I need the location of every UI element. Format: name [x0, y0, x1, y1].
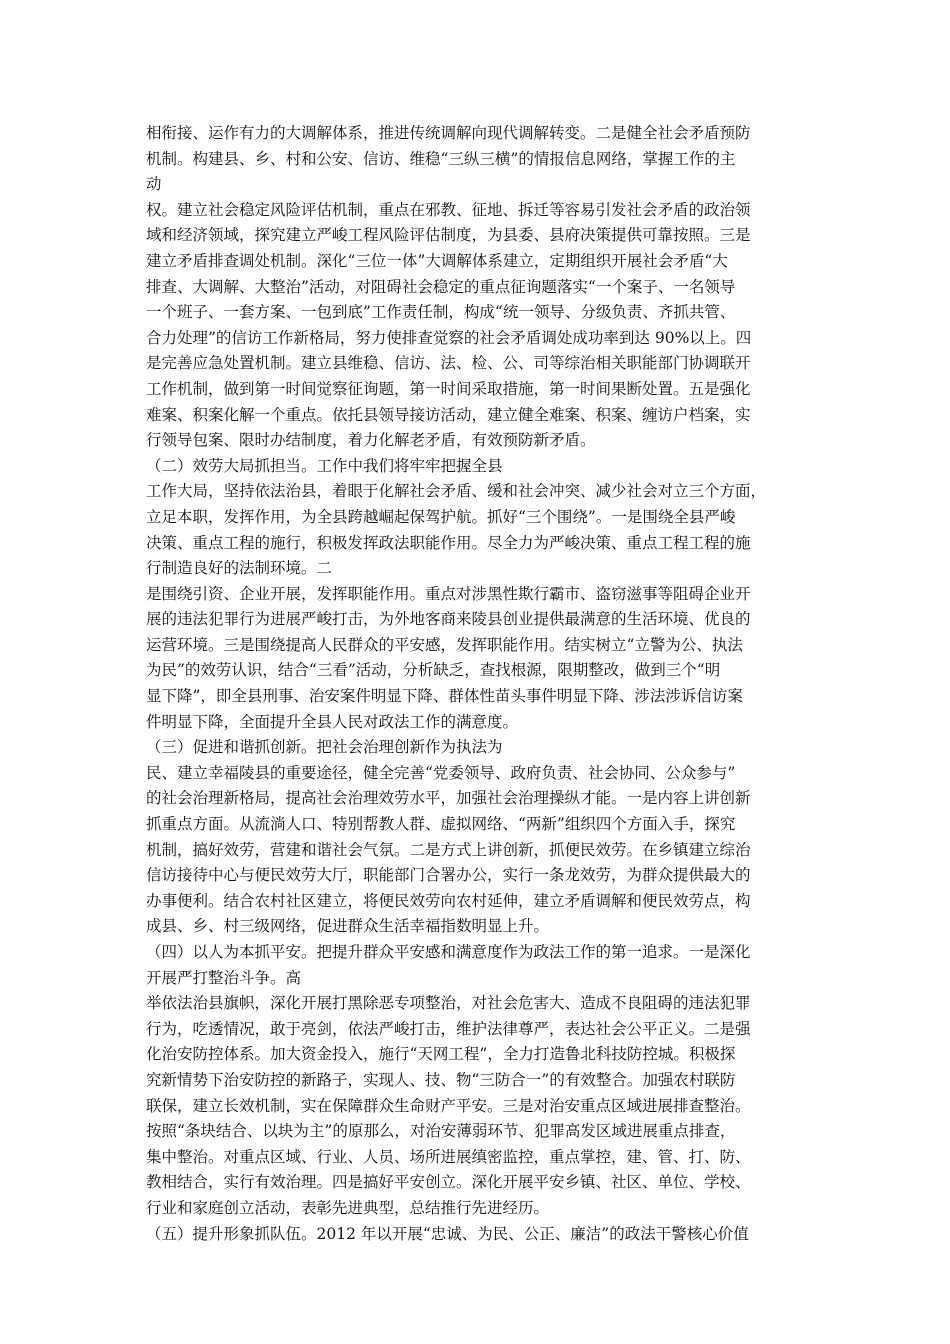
text-line: 行业和家庭创立活动，表彰先进典型，总结推行先进经历。	[146, 1198, 550, 1217]
text-line: 化治安防控体系。加大资金投入，施行“天网工程”，全力打造鲁北科技防控城。积极探	[146, 1045, 736, 1064]
text-line: 究新情势下治安防控的新路子，实现人、技、物“三防合一”的有效整合。加强农村联防	[146, 1070, 736, 1089]
text-line: 信访接待中心与便民效劳大厅，职能部门合署办公，实行一条龙效劳，为群众提供最大的	[146, 866, 751, 885]
text-line: 的社会治理新格局，提高社会治理效劳水平，加强社会治理操纵才能。一是内容上讲创新	[146, 789, 751, 808]
text-line: （四）以人为本抓平安。把提升群众平安感和满意度作为政法工作的第一追求。一是深化	[146, 943, 751, 961]
body-text	[146, 121, 826, 1247]
text-line: 显下降”，即全县刑事、治安案件明显下降、群体性苗头事件明显下降、涉法涉诉信访案	[146, 687, 743, 706]
text-line: 一个班子、一套方案、一包到底”工作责任制，构成“统一领导、分级负责、齐抓共管、	[146, 303, 736, 322]
text-line: 办事便利。结合农村社区建立，将便民效劳向农村延伸，建立矛盾调解和便民效劳点，构	[146, 891, 751, 910]
text-line: 行为，吃透情况，敢于亮剑，依法严峻打击，维护法律尊严，表达社会公平正义。二是强	[146, 1019, 751, 1038]
text-line: 按照“条块结合、以块为主”的原那么，对治安薄弱环节、犯罪高发区域进展重点排查，	[146, 1122, 736, 1141]
text-line: 动	[146, 175, 162, 194]
text-line: 开展严打整治斗争。高	[146, 968, 302, 987]
text-line: 联保，建立长效机制，实在保障群众生命财产平安。三是对治安重点区域进展排查整治。	[146, 1096, 751, 1115]
text-line: 相衔接、运作有力的大调解体系，推进传统调解向现代调解转变。二是健全社会矛盾预防	[146, 124, 751, 142]
text-line: 工作大局，坚持依法治县，着眼于化解社会矛盾、缓和社会冲突、减少社会对立三个方面，	[146, 482, 767, 501]
text-line: 难案、积案化解一个重点。依托县领导接访活动，建立健全难案、积案、缠访户档案，实	[146, 405, 751, 424]
text-line: 合力处理”的信访工作新格局，努力使排查觉察的社会矛盾调处成功率到达 90%以上。四	[146, 328, 752, 347]
text-line: 是完善应急处置机制。建立县维稳、信访、法、检、公、司等综治相关职能部门协调联开	[146, 354, 751, 373]
text-line: 决策、重点工程的施行，积极发挥政法职能作用。尽全力为严峻决策、重点工程工程的施	[146, 533, 751, 552]
text-line: 教相结合，实行有效治理。四是搞好平安创立。深化开展平安乡镇、社区、单位、学校、	[146, 1173, 751, 1192]
text-line: 为民”的效劳认识，结合“三看”活动，分析缺乏，查找根源，限期整改，做到三个“明	[146, 661, 721, 680]
text-line: 抓重点方面。从流淌人口、特别帮教人群、虚拟网络、“两新”组织四个方面入手，探究	[146, 815, 736, 834]
text-line: 域和经济领域，探究建立严峻工程风险评估制度，为县委、县府决策提供可靠按照。三是	[146, 226, 751, 245]
text-line: （五）提升形象抓队伍。2012 年以开展“忠诚、为民、公正、廉洁”的政法干警核心价值	[146, 1224, 749, 1243]
text-line: （三）促进和谐抓创新。把社会治理创新作为执法为	[146, 738, 503, 757]
text-line: 权。建立社会稳定风险评估机制，重点在邪教、征地、拆迁等容易引发社会矛盾的政治领	[146, 200, 751, 219]
text-line: 件明显下降，全面提升全县人民对政法工作的满意度。	[146, 712, 519, 731]
text-line: 运营环境。三是围绕提高人民群众的平安感，发挥职能作用。结实树立“立警为公、执法	[146, 635, 743, 654]
text-line: （二）效劳大局抓担当。工作中我们将牢牢把握全县	[146, 456, 503, 475]
text-line: 展的违法犯罪行为进展严峻打击，为外地客商来陵县创业提供最满意的生活环境、优良的	[146, 610, 751, 629]
text-line: 机制，搞好效劳，营建和谐社会气氛。二是方式上讲创新，抓便民效劳。在乡镇建立综治	[146, 840, 751, 859]
text-line: 排查、大调解、大整治”活动，对阻碍社会稳定的重点征询题落实“一个案子、一名领导	[146, 277, 736, 296]
text-line: 立足本职，发挥作用，为全县跨越崛起保驾护航。抓好“三个围绕”。一是围绕全县严峻	[146, 507, 736, 526]
text-line: 机制。构建县、乡、村和公安、信访、维稳“三纵三横”的情报信息网络，掌握工作的主	[146, 149, 736, 168]
text-line: 行领导包案、限时办结制度，着力化解老矛盾，有效预防新矛盾。	[146, 431, 596, 450]
text-line: 是围绕引资、企业开展，发挥职能作用。重点对涉黑性欺行霸市、盗窃滋事等阻碍企业开	[146, 584, 751, 603]
text-line: 民、建立幸福陵县的重要途径，健全完善“党委领导、政府负责、社会协同、公众参与”	[146, 763, 736, 782]
text-line: 成县、乡、村三级网络，促进群众生活幸福指数明显上升。	[146, 917, 550, 936]
text-line: 工作机制，做到第一时间觉察征询题，第一时间采取措施，第一时间果断处置。五是强化	[146, 379, 751, 398]
text-line: 集中整治。对重点区域、行业、人员、场所进展缜密监控，重点掌控，建、管、打、防、	[146, 1147, 751, 1166]
text-line: 建立矛盾排查调处机制。深化“三位一体”大调解体系建立，定期组织开展社会矛盾“大	[146, 251, 728, 270]
text-line: 举依法治县旗帜，深化开展打黑除恶专项整治，对社会危害大、造成不良阻碍的违法犯罪	[146, 994, 751, 1013]
text-line: 行制造良好的法制环境。二	[146, 559, 333, 578]
